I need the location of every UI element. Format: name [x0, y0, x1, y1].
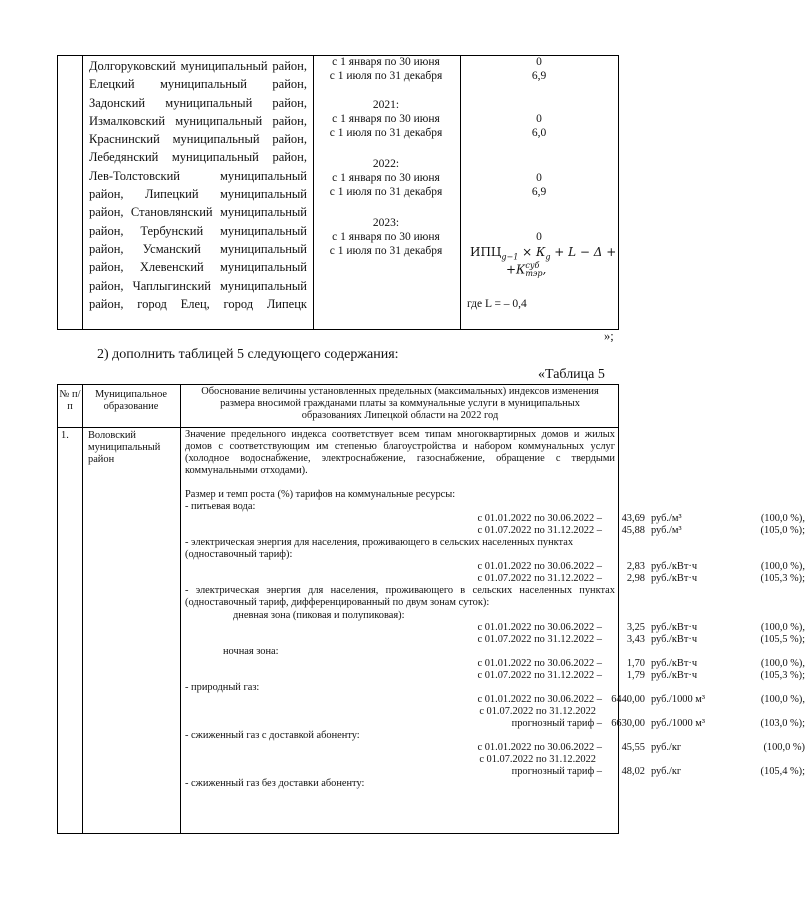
lpg-pct-1: (100,0 %): [763, 741, 805, 753]
top-table-col3-border: [460, 55, 461, 330]
water-pct-1: (100,0 %),: [760, 513, 805, 525]
dz-pct-2: (105,5 %);: [760, 633, 805, 645]
ev-unit-2: руб./кВт·ч: [651, 573, 698, 585]
value-2020-h1: 0: [536, 56, 542, 68]
year-2023: 2023:: [372, 217, 400, 229]
lpg-no-delivery-heading: - сжиженный газ без доставки абоненту:: [185, 777, 365, 789]
value-2020-h2: 6,9: [531, 70, 547, 82]
ev-pct-2: (105,3 %);: [760, 573, 805, 585]
dz-period-1: с 01.01.2022 по 30.06.2022 –: [477, 621, 602, 633]
value-2021-h2: 6,0: [531, 127, 547, 139]
formula-sub-g: g: [545, 252, 551, 262]
top-table-right-border: [618, 55, 619, 330]
water-pct-2: (105,0 %);: [760, 525, 805, 537]
ev-period-2: с 01.07.2022 по 31.12.2022 –: [477, 573, 602, 585]
formula-line-2: [506, 262, 546, 278]
lpg-unit-1: руб./кг: [651, 741, 682, 753]
value-2023-h1: 0: [536, 231, 542, 243]
year-2022: 2022:: [372, 158, 400, 170]
night-zone-heading: ночная зона:: [223, 645, 279, 657]
period-2021-h1: с 1 января по 30 июня: [332, 113, 440, 125]
districts-text: Долгоруковский муниципальный район, Елецкий муниципальный район, Задонский муниципальный район, Измалковский муниципальный район, Краснинский муниципальный район, Лебедянский муниципальный район, Лев-Толстовский муниципальный район, Липецкий муниципальный район, Становлянский муниципальный район, Тербунский муниципальный район, Усманский муниципальный район, Хлевенский муниципальный район, Чаплыгинский муниципальный район, город Елец, город Липецк: [89, 59, 307, 311]
dz-unit-2: руб./кВт·ч: [651, 633, 698, 645]
elec-zones-heading: - электрическая энергия для населения, проживающего в сельских населенных пунктах (одноставочный тариф, дифференцированный по двум зонам суток):: [185, 585, 615, 609]
value-2022-h2: 6,9: [531, 186, 547, 198]
period-2022-h1: с 1 января по 30 июня: [332, 172, 440, 184]
year-2021: 2021:: [372, 99, 400, 111]
item-2-text: 2) дополнить таблицей 5 следующего содержания:: [97, 347, 399, 362]
elec-village-heading: - электрическая энергия для населения, проживающего в сельских населенных пунктах (одноставочный тариф):: [185, 537, 574, 561]
row-number: 1.: [61, 430, 69, 441]
period-2023-h1: с 1 января по 30 июня: [332, 231, 440, 243]
formula-sub-g1: g−1: [501, 252, 519, 262]
gas-value-1: 6440,00: [611, 693, 645, 705]
table5-left-border: [57, 384, 58, 834]
nz-period-2: с 01.07.2022 по 31.12.2022 –: [477, 669, 602, 681]
gas-pct-1: (100,0 %),: [760, 693, 805, 705]
lpg-forecast-label: прогнозный тариф –: [511, 765, 602, 777]
gas-heading: - природный газ:: [185, 681, 260, 693]
gas-pct-2: (103,0 %);: [760, 717, 805, 729]
lpg-pct-2: (105,4 %);: [760, 765, 805, 777]
period-2020-h1: с 1 января по 30 июня: [332, 56, 440, 68]
nz-unit-2: руб./кВт·ч: [651, 669, 698, 681]
value-2022-h1: 0: [536, 172, 542, 184]
tariffs-title: Размер и темп роста (%) тарифов на коммунальные ресурсы:: [185, 489, 456, 500]
day-zone-heading: дневная зона (пиковая и полупиковая):: [233, 609, 405, 621]
table5-bottom-border: [57, 833, 619, 834]
ev-period-1: с 01.01.2022 по 30.06.2022 –: [477, 561, 602, 573]
table-5-label: «Таблица 5: [538, 367, 605, 382]
intro-paragraph: Значение предельного индекса соответствует всем типам многоквартирных домов и жилых домов с соответствующим им степенью благоустройства и набором коммунальных услуг (холодное водоснабжение, электроснабжение, газоснабжение, обращение с твердыми коммунальными отходами).: [185, 429, 615, 477]
where-l-note: где L = – 0,4: [467, 298, 527, 310]
table5-col2-border: [180, 384, 181, 834]
water-value-2: 45,88: [621, 525, 645, 537]
water-heading: - питьевая вода:: [185, 501, 256, 513]
top-table-left-border: [57, 55, 58, 330]
top-table-bottom-border: [57, 329, 619, 330]
formula-line-1: [470, 245, 618, 261]
lpg-value-2: 48,02: [621, 765, 645, 777]
table5-top-border: [57, 384, 619, 385]
nz-unit-1: руб./кВт·ч: [651, 657, 698, 669]
dz-value-2: 3,43: [626, 633, 645, 645]
lpg-unit-2: руб./кг: [651, 765, 682, 777]
gas-unit-2: руб./1000 м³: [651, 717, 705, 729]
table5-header-bottom: [57, 427, 619, 428]
ev-unit-1: руб./кВт·ч: [651, 561, 698, 573]
water-unit-1: руб./м³: [651, 513, 682, 525]
water-period-1: с 01.01.2022 по 30.06.2022 –: [477, 513, 602, 525]
period-2023-h2: с 1 июля по 31 декабря: [329, 245, 443, 257]
dz-value-1: 3,25: [626, 621, 645, 633]
nz-pct-1: (100,0 %),: [760, 657, 805, 669]
lpg-delivery-heading: - сжиженный газ с доставкой абоненту:: [185, 729, 360, 741]
ev-value-2: 2,98: [626, 573, 645, 585]
nz-value-2: 1,79: [626, 669, 645, 681]
period-2022-h2: с 1 июля по 31 декабря: [329, 186, 443, 198]
formula-ipc: ИПЦ: [470, 245, 502, 259]
formula-sup-sub: суб: [525, 261, 540, 270]
formula-sub-ter: тэр: [525, 269, 543, 278]
ev-value-1: 2,83: [626, 561, 645, 573]
top-table-col1-border: [82, 55, 83, 330]
period-2020-h2: с 1 июля по 31 декабря: [329, 70, 443, 82]
formula-comma: ,: [542, 262, 547, 277]
value-2021-h1: 0: [536, 113, 542, 125]
formula-tail: + L − Δ +: [550, 245, 617, 259]
header-justification: Обоснование величины установленных предельных (максимальных) индексов изменения размера вносимой гражданами платы за коммунальные услуги в муниципальных образованиях Липецкой области на 2022 год: [201, 386, 599, 422]
row-municipality: Воловский муниципальный район: [88, 430, 161, 466]
header-municipality: Муниципальное образование: [94, 389, 168, 413]
period-2021-h2: с 1 июля по 31 декабря: [329, 127, 443, 139]
nz-value-1: 1,70: [626, 657, 645, 669]
table5-col1-border: [82, 384, 83, 834]
dz-period-2: с 01.07.2022 по 31.12.2022 –: [477, 633, 602, 645]
lpg-value-1: 45,55: [621, 741, 645, 753]
water-value-1: 43,69: [621, 513, 645, 525]
ev-pct-1: (100,0 %),: [760, 561, 805, 573]
water-unit-2: руб./м³: [651, 525, 682, 537]
nz-pct-2: (105,3 %);: [760, 669, 805, 681]
lpg-period-1: с 01.01.2022 по 30.06.2022 –: [477, 741, 602, 753]
gas-period-2: с 01.07.2022 по 31.12.2022: [479, 705, 596, 717]
header-num: № п/п: [59, 389, 81, 413]
gas-value-2: 6630,00: [611, 717, 645, 729]
closing-quote: »;: [604, 329, 614, 343]
dz-unit-1: руб./кВт·ч: [651, 621, 698, 633]
lpg-period-2: с 01.07.2022 по 31.12.2022: [479, 753, 596, 765]
gas-unit-1: руб./1000 м³: [651, 693, 705, 705]
justification-body: [185, 429, 805, 790]
gas-period-1: с 01.01.2022 по 30.06.2022 –: [477, 693, 602, 705]
formula-times-k: × К: [518, 245, 546, 259]
water-period-2: с 01.07.2022 по 31.12.2022 –: [477, 525, 602, 537]
formula-plus-k: +К: [506, 262, 526, 277]
top-table-col2-border: [313, 55, 314, 330]
dz-pct-1: (100,0 %),: [760, 621, 805, 633]
gas-forecast-label: прогнозный тариф –: [511, 717, 602, 729]
nz-period-1: с 01.01.2022 по 30.06.2022 –: [477, 657, 602, 669]
